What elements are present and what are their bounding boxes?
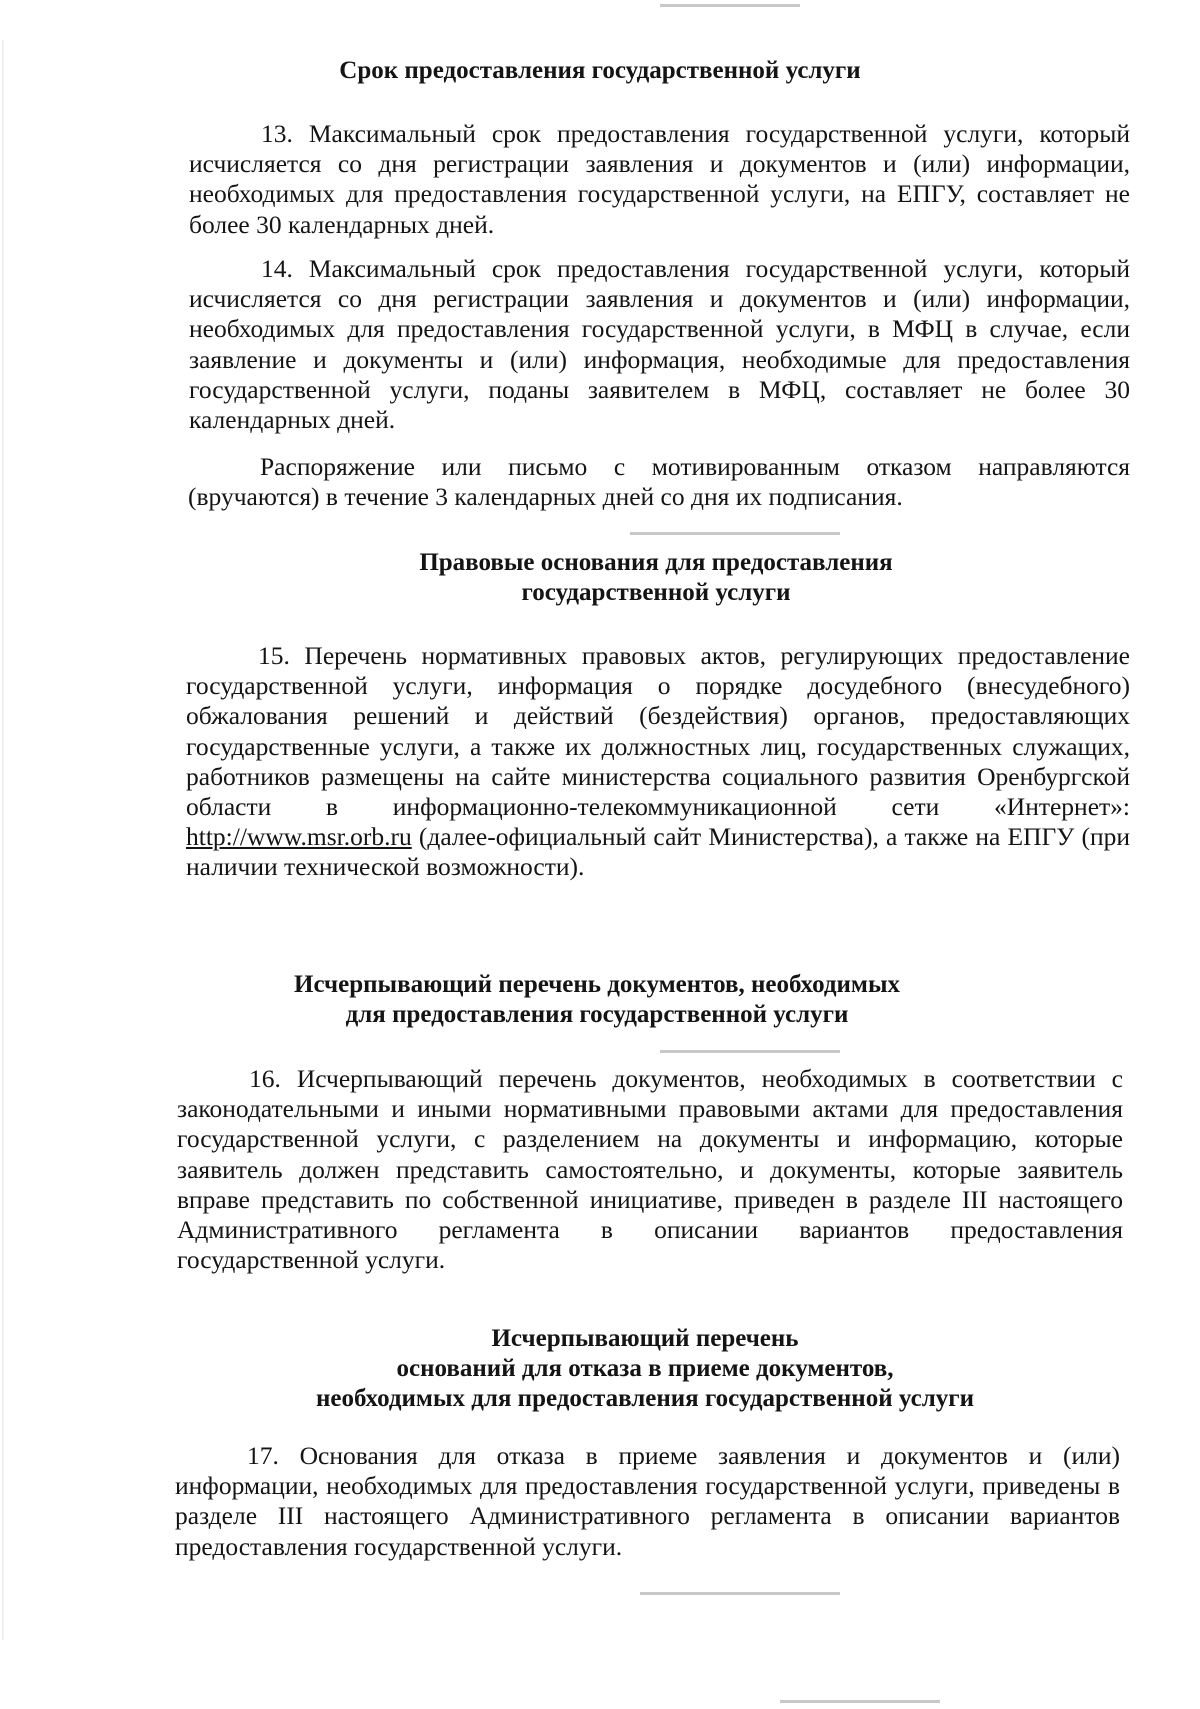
paragraph-17: 17. Основания для отказа в приеме заявления и документов и (или) информации, необходимых для предоставления государственной услуги, приведены в разделе III настоящего Административного регламента в описании вариантов предоставления государственной услуги. — [175, 1441, 1120, 1561]
paragraph-13: 13. Максимальный срок предоставления государственной услуги, который исчисляется со дня регистрации заявления и документов и (или) информации, необходимых для предоставления государственной услуги, на ЕПГУ, составляет не более 30 календарных дней. — [189, 119, 1130, 239]
heading-required-documents-line-2: для предоставления государственной услуги — [345, 1001, 849, 1028]
paragraph-14: 14. Максимальный срок предоставления государственной услуги, который исчисляется со дня регистрации заявления и документов и (или) информации, необходимых для предоставления государственной услуги, в МФЦ в случае, если заявление и документы и (или) информация, необходимые для предоставления государственной услуги, поданы заявителем в МФЦ, составляет не более 30 календарных дней. — [189, 254, 1130, 435]
scan-artifact — [660, 1050, 840, 1053]
scan-artifact — [640, 1592, 840, 1595]
heading-refusal-grounds-line-2: оснований для отказа в приеме документов, — [396, 1355, 894, 1382]
scan-artifact — [780, 1700, 940, 1703]
heading-refusal-grounds — [45, 1324, 1200, 1414]
heading-legal-basis-line-2: государственной услуги — [521, 579, 791, 606]
heading-required-documents-line-1: Исчерпывающий перечень документов, необходимых — [294, 971, 900, 998]
scan-artifact — [2, 40, 4, 1640]
heading-refusal-grounds-line-1: Исчерпывающий перечень — [491, 1325, 799, 1352]
heading-service-term — [0, 56, 1200, 86]
ministry-website-link[interactable]: http://www.msr.orb.ru — [186, 822, 412, 852]
scan-artifact — [660, 4, 800, 7]
scan-artifact — [630, 532, 840, 535]
heading-required-documents — [0, 970, 1197, 1030]
heading-legal-basis — [56, 548, 1200, 608]
paragraph-15 — [186, 641, 1130, 883]
paragraph-refusal-notice: Распоряжение или письмо с мотивированным отказом направляются (вручаются) в течение 3 календарных дней со дня их подписания. — [188, 452, 1130, 512]
heading-refusal-grounds-line-3: необходимых для предоставления государственной услуги — [316, 1385, 974, 1412]
paragraph-16: 16. Исчерпывающий перечень документов, необходимых в соответствии с законодательными и иными нормативными правовыми актами для предоставления государственной услуги, с разделением на документы и информацию, которые заявитель должен представить самостоятельно, и документы, которые заявитель вправе представить по собственной инициативе, приведен в разделе III настоящего Административного регламента в описании вариантов предоставления государственной услуги. — [177, 1064, 1123, 1275]
paragraph-15-text-end: (далее-официальный сайт Министерства), а также на ЕПГУ (при наличии технической возможности). — [186, 822, 1130, 882]
heading-service-term-line: Срок предоставления государственной услуги — [339, 57, 861, 84]
paragraph-15-text: 15. Перечень нормативных правовых актов, регулирующих предоставление государственной услуги, информация о порядке досудебного (внесудебного) обжалования решений и действий (бездействия) органов, предоставляющих государственные услуги, а также их должностных лиц, государственных служащих, работников размещены на сайте министерства социального развития Оренбургской области в информационно-телекоммуникационной сети «Интернет»: — [186, 641, 1130, 822]
heading-legal-basis-line-1: Правовые основания для предоставления — [419, 549, 893, 576]
